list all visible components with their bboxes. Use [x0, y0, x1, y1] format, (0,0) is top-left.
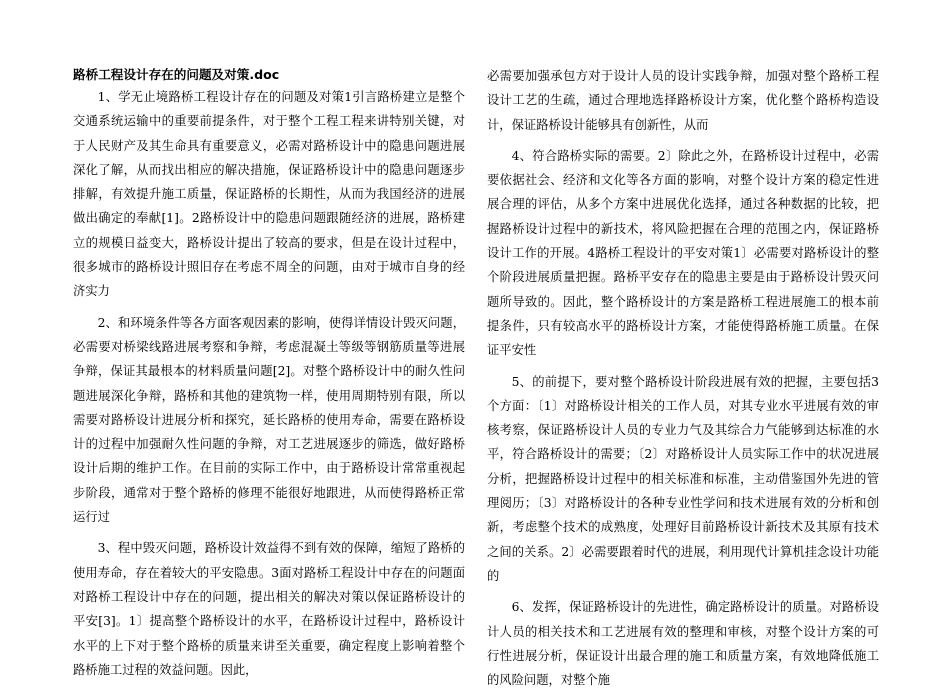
paragraph: 5、的前提下，要对整个路桥设计阶段进展有效的把握，主要包括3个方面：〔1〕对路桥设计相关的工作人员，对其专业水平进展有效的审核考察，保证路桥设计人员的专业力气及其综合力气能够到达标准的水平，符合路桥设计的需要；〔2〕对路桥设计人员实际工作中的状况进展分析，把握路桥设计过程中的相关标准和标准，主动借鉴国外先进的管理阅历；〔3〕对路桥设计的各种专业性学问和技术进展有效的分析和创新，考虑整个技术的成熟度，处理好目前路桥设计新技术及其原有技术之间的关系。2〕必需要跟着时代的进展，利用现代计算机挂念设计功能的	[487, 374, 879, 583]
paragraph: 4、符合路桥实际的需要。2〕除此之外，在路桥设计过程中，必需要依据社会、经济和文化等各方面的影响，对整个设计方案的稳定性进展合理的评估，从多个方案中进展优化选择，通过各种数据的比较，把握路桥设计过程中的新技术，将风险把握在合理的范围之内，保证路桥设计工作的开展。4路桥工程设计的平安对策1〕必需要对路桥设计的整个阶段进展质量把握。路桥平安存在的隐患主要是由于路桥设计毁灭问题所导致的。因此，整个路桥设计的方案是路桥工程进展施工的根本前提条件，只有较高水平的路桥设计方案，才能使得路桥施工质量。在保证平安性	[487, 148, 879, 358]
right-column	[487, 64, 879, 699]
paragraph: 6、发挥，保证路桥设计的先进性，确定路桥设计的质量。对路桥设计人员的相关技术和工艺进展有效的整理和审核，对整个设计方案的可行性进展分析，保证设计出最合理的施工和质量方案，有效地降低施工的风险问题，对整个施	[487, 600, 879, 688]
paragraph-continued: 必需要加强承包方对于设计人员的设计实践争辩，加强对整个路桥工程设计工艺的生疏，通过合理地选择路桥设计方案，优化整个路桥构造设计，保证路桥设计能够具有创新性，从而	[487, 69, 879, 132]
document-title: 路桥工程设计存在的问题及对策.doc	[73, 67, 280, 82]
paragraph: 2、和环境条件等各方面客观因素的影响，使得详情设计毁灭问题，必需要对桥梁线路进展考察和争辩，考虑混凝土等级等钢筋质量等进展争辩，保证其最根本的材料质量问题[2]。对整个路桥设计中的耐久性问题进展深化争辩，路桥和其他的建筑物一样，使用周期特别有限，所以需要对路桥设计进展分析和探究，延长路桥的使用寿命，需要在路桥设计的过程中加强耐久性问题的争辩，对工艺进展逐步的筛选，做好路桥设计后期的维护工作。在目前的实际工作中，由于路桥设计常常重视起步阶段，通常对于整个路桥的修理不能很好地跟进，从而使得路桥正常运行过	[73, 315, 465, 525]
left-column	[73, 64, 465, 689]
paragraph: 3、程中毁灭问题，路桥设计效益得不到有效的保障，缩短了路桥的使用寿命，存在着较大的平安隐患。3面对路桥工程设计中存在的问题面对路桥工程设计中存在的问题，提出相关的解决对策以保证路桥设计的平安[3]。1〕提高整个路桥设计的水平，在路桥设计过程中，路桥设计水平的上下对于整个路桥的质量来讲至关重要，确定程度上影响着整个路桥施工过程的效益问题。因此，	[73, 541, 465, 677]
paragraph: 1、学无止境路桥工程设计存在的问题及对策1引言路桥建立是整个交通系统运输中的重要前提条件，对于整个工程工程来讲特别关键，对于人民财产及其生命具有重要意义，必需对路桥设计中的隐患问题进展深化了解，从而找出相应的解决措施，保证路桥设计中的隐患问题逐步排解，有效提升施工质量，保证路桥的长期性，从而为我国经济的进展做出确定的奉献[1]。2路桥设计中的隐患问题跟随经济的进展，路桥建立的规模日益变大，路桥设计提出了较高的要求，但是在设计过程中，很多城市的路桥设计照旧存在考虑不周全的问题，由对于城市自身的经济实力	[73, 90, 465, 299]
